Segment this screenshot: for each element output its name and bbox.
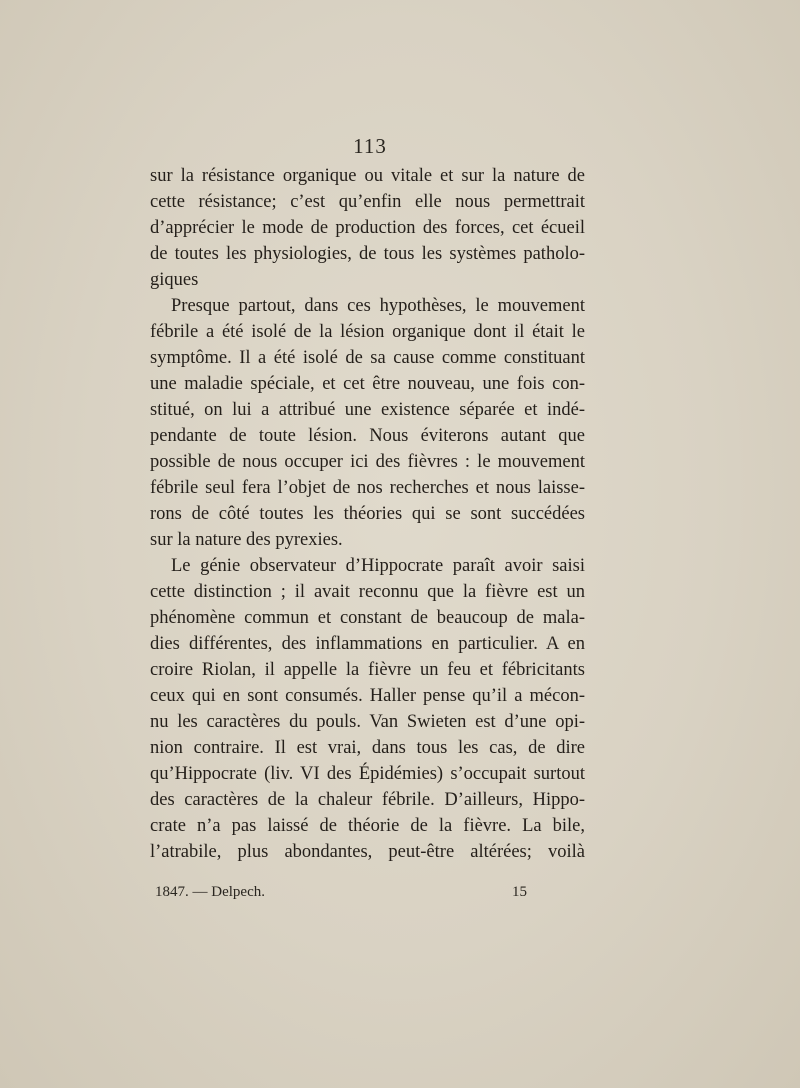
page-number: 113 — [353, 134, 387, 158]
text-line: ceux qui en sont consumés. Haller pense qu’il a mécon- — [150, 686, 585, 706]
text-line: pendante de toute lésion. Nous éviterons autant que — [150, 426, 585, 446]
text-line: sur la nature des pyrexies. — [150, 530, 343, 550]
text-line: nu les caractères du pouls. Van Swieten est d’une opi- — [150, 712, 585, 732]
text-line: sur la résistance organique ou vitale et sur la nature de — [150, 166, 585, 186]
text-line: cette distinction ; il avait reconnu que la fièvre est un — [150, 582, 585, 602]
text-line: qu’Hippocrate (liv. VI des Épidémies) s’occupait surtout — [150, 764, 585, 784]
text-line: fébrile seul fera l’objet de nos recherches et nous laisse- — [150, 478, 585, 498]
text-line: fébrile a été isolé de la lésion organique dont il était le — [150, 322, 585, 342]
text-line: rons de côté toutes les théories qui se sont succédées — [150, 504, 585, 524]
text-line: stitué, on lui a attribué une existence séparée et indé- — [150, 400, 585, 420]
text-line: phénomène commun et constant de beaucoup de mala- — [150, 608, 585, 628]
text-line: symptôme. Il a été isolé de sa cause comme constituant — [150, 348, 585, 368]
text-line: d’apprécier le mode de production des forces, cet écueil — [150, 218, 585, 238]
text-line: une maladie spéciale, et cet être nouveau, une fois con- — [150, 374, 585, 394]
text-line: des caractères de la chaleur fébrile. D’ailleurs, Hippo- — [150, 790, 585, 810]
text-line: l’atrabile, plus abondantes, peut-être altérées; voilà — [150, 842, 585, 862]
text-line: crate n’a pas laissé de théorie de la fièvre. La bile, — [150, 816, 585, 836]
body-text — [150, 163, 585, 865]
text-line: croire Riolan, il appelle la fièvre un feu et fébricitants — [150, 660, 585, 680]
page-footer — [155, 884, 545, 906]
text-line: de toutes les physiologies, de tous les systèmes patholo- — [150, 244, 585, 264]
text-line: dies différentes, des inflammations en particulier. A en — [150, 634, 585, 654]
text-line: Le génie observateur d’Hippocrate paraît avoir saisi — [171, 556, 585, 576]
signature-mark: 15 — [512, 884, 527, 900]
text-line: cette résistance; c’est qu’enfin elle nous permettrait — [150, 192, 585, 212]
text-line: nion contraire. Il est vrai, dans tous les cas, de dire — [150, 738, 585, 758]
text-line: possible de nous occuper ici des fièvres : le mouvement — [150, 452, 585, 472]
printer-imprint: 1847. — Delpech. — [155, 884, 265, 900]
text-line: Presque partout, dans ces hypothèses, le mouvement — [171, 296, 585, 316]
text-line: giques — [150, 270, 199, 290]
